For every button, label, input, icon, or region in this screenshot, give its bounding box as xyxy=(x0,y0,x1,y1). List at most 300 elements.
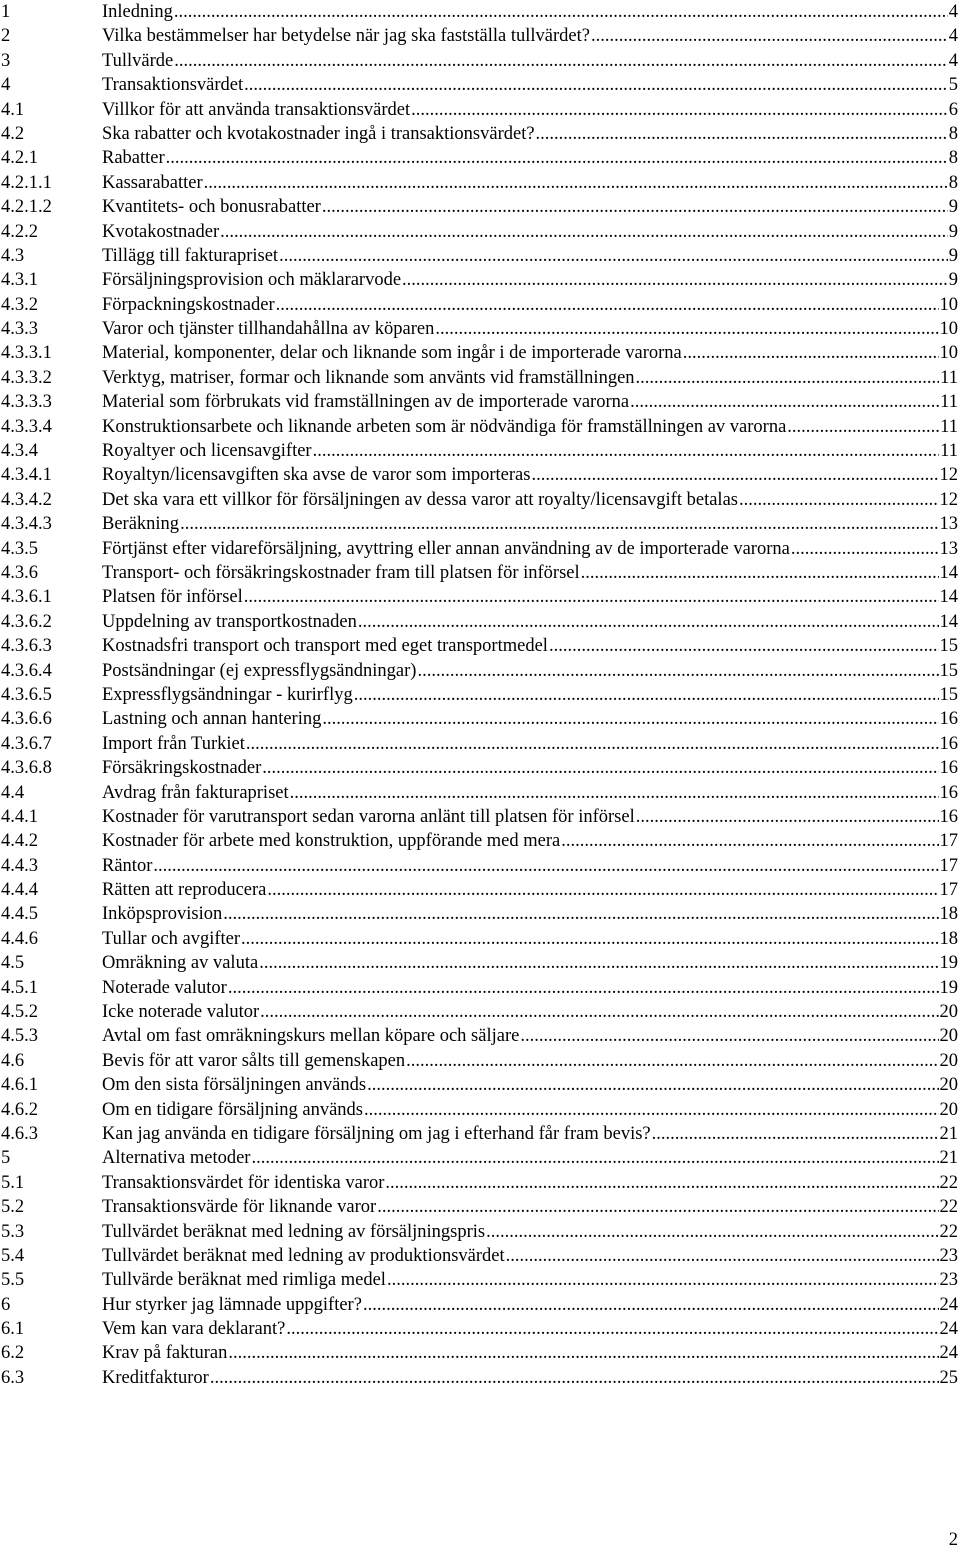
toc-entry[interactable] xyxy=(0,781,960,805)
toc-entry-title: Transaktionsvärdet xyxy=(102,75,244,96)
toc-entry-body xyxy=(102,927,958,951)
toc-entry-number: 4.3.1 xyxy=(1,270,38,291)
toc-entry[interactable] xyxy=(0,976,960,1000)
toc-dot-leader xyxy=(322,707,938,731)
toc-entry-body xyxy=(102,878,958,902)
toc-entry-page: 8 xyxy=(948,123,958,144)
toc-entry-page: 4 xyxy=(948,2,958,22)
toc-entry-number: 4.5.1 xyxy=(1,977,38,998)
toc-entry-page: 24 xyxy=(939,1343,958,1364)
toc-dot-leader xyxy=(377,1195,938,1219)
toc-entry-page: 24 xyxy=(939,1294,958,1315)
toc-entry[interactable] xyxy=(0,146,960,170)
toc-entry-body xyxy=(102,1049,958,1073)
toc-entry-number: 4.3.3.2 xyxy=(1,367,52,388)
toc-entry-number: 4.3.4.3 xyxy=(1,514,52,535)
toc-entry[interactable] xyxy=(0,902,960,926)
toc-entry-page: 24 xyxy=(939,1319,958,1340)
toc-entry-number: 4.3.6.5 xyxy=(1,684,52,705)
toc-dot-leader xyxy=(244,73,948,97)
toc-entry-body xyxy=(102,171,958,195)
toc-entry-number: 4.2.1 xyxy=(1,148,38,169)
toc-entry[interactable] xyxy=(0,122,960,146)
toc-entry[interactable] xyxy=(0,1366,960,1390)
toc-entry-title: Vilka bestämmelser har betydelse när jag ska fastställa tullvärdet? xyxy=(102,26,590,47)
toc-entry-number: 4.5.2 xyxy=(1,1002,38,1023)
toc-dot-leader xyxy=(260,1000,938,1024)
toc-entry[interactable] xyxy=(0,805,960,829)
toc-dot-leader xyxy=(220,220,948,244)
toc-entry-number: 2 xyxy=(1,26,11,47)
toc-dot-leader xyxy=(402,268,948,292)
toc-entry-title: Omräkning av valuta xyxy=(102,953,259,974)
toc-entry[interactable] xyxy=(0,439,960,463)
toc-entry-page: 4 xyxy=(948,50,958,71)
toc-entry-body xyxy=(102,1220,958,1244)
toc-entry[interactable] xyxy=(0,1220,960,1244)
toc-entry-page: 17 xyxy=(939,880,958,901)
toc-entry-body xyxy=(102,24,958,48)
toc-dot-leader xyxy=(435,317,938,341)
toc-entry-page: 8 xyxy=(948,148,958,169)
toc-entry[interactable] xyxy=(0,854,960,878)
toc-entry[interactable] xyxy=(0,220,960,244)
toc-entry-page: 25 xyxy=(939,1367,958,1388)
toc-entry-body xyxy=(102,683,958,707)
toc-entry-number: 5.3 xyxy=(1,1221,25,1242)
toc-entry-title: Varor och tjänster tillhandahållna av köparen xyxy=(102,319,435,340)
toc-entry-number: 4 xyxy=(1,75,11,96)
toc-entry[interactable] xyxy=(0,463,960,487)
toc-dot-leader xyxy=(486,1220,938,1244)
toc-entry-title: Vem kan vara deklarant? xyxy=(102,1319,286,1340)
toc-dot-leader xyxy=(536,122,948,146)
toc-entry-title: Kan jag använda en tidigare försäljning om jag i efterhand får fram bevis? xyxy=(102,1123,651,1144)
toc-entry-body xyxy=(102,976,958,1000)
toc-entry-page: 9 xyxy=(948,270,958,291)
toc-entry-body xyxy=(102,244,958,268)
toc-entry[interactable] xyxy=(0,98,960,122)
toc-entry-number: 4.3.4 xyxy=(1,441,38,462)
toc-entry-page: 11 xyxy=(940,416,958,437)
toc-entry-number: 4.3.6.8 xyxy=(1,758,52,779)
toc-entry-title: Rabatter xyxy=(102,148,165,169)
toc-dot-leader xyxy=(267,878,938,902)
toc-entry-title: Hur styrker jag lämnade uppgifter? xyxy=(102,1294,362,1315)
toc-dot-leader xyxy=(364,1098,939,1122)
toc-entry-page: 17 xyxy=(939,855,958,876)
toc-entry-title: Det ska vara ett villkor för försäljningen av dessa varor att royalty/licensavgift betalas xyxy=(102,489,738,510)
toc-entry[interactable] xyxy=(0,293,960,317)
toc-entry-title: Förtjänst efter vidareförsäljning, avyttring eller annan användning av de importerade varorna xyxy=(102,538,790,559)
toc-entry-page: 6 xyxy=(948,99,958,120)
toc-entry-page: 23 xyxy=(939,1245,958,1266)
toc-entry-page: 14 xyxy=(939,562,958,583)
toc-entry-body xyxy=(102,1195,958,1219)
toc-entry-title: Förpackningskostnader xyxy=(102,294,275,315)
toc-entry[interactable] xyxy=(0,537,960,561)
toc-entry-number: 4.3.3 xyxy=(1,319,38,340)
toc-entry[interactable] xyxy=(0,683,960,707)
toc-entry-number: 6.3 xyxy=(1,1367,25,1388)
toc-entry-page: 16 xyxy=(939,709,958,730)
toc-entry-number: 3 xyxy=(1,50,11,71)
toc-dot-leader xyxy=(279,244,948,268)
toc-entry-body xyxy=(102,463,958,487)
toc-entry-body xyxy=(102,220,958,244)
toc-entry-body xyxy=(102,659,958,683)
toc-dot-leader xyxy=(531,463,938,487)
toc-dot-leader xyxy=(259,951,938,975)
toc-entry-title: Inledning xyxy=(102,2,173,22)
toc-entry[interactable] xyxy=(0,366,960,390)
toc-entry-body xyxy=(102,146,958,170)
toc-entry[interactable] xyxy=(0,415,960,439)
toc-entry-title: Tullvärdet beräknat med ledning av försäljningspris xyxy=(102,1221,486,1242)
toc-dot-leader xyxy=(262,756,938,780)
toc-entry-page: 20 xyxy=(939,1002,958,1023)
toc-entry[interactable] xyxy=(0,1122,960,1146)
toc-dot-leader xyxy=(387,1268,939,1292)
toc-entry-body xyxy=(102,488,958,512)
toc-dot-leader xyxy=(406,1049,938,1073)
toc-dot-leader xyxy=(204,171,948,195)
toc-entry[interactable] xyxy=(0,512,960,536)
toc-entry-number: 6.1 xyxy=(1,1319,25,1340)
toc-entry-number: 4.4.3 xyxy=(1,855,38,876)
toc-entry-title: Krav på fakturan xyxy=(102,1343,228,1364)
toc-entry-number: 4.3.3.3 xyxy=(1,392,52,413)
toc-entry-page: 11 xyxy=(940,392,958,413)
toc-dot-leader xyxy=(636,805,939,829)
toc-dot-leader xyxy=(506,1244,939,1268)
toc-entry-title: Försäkringskostnader xyxy=(102,758,262,779)
toc-entry-title: Alternativa metoder xyxy=(102,1148,251,1169)
toc-entry-body xyxy=(102,390,958,414)
toc-entry[interactable] xyxy=(0,732,960,756)
toc-entry-page: 13 xyxy=(939,538,958,559)
toc-entry-number: 4.4 xyxy=(1,782,25,803)
toc-entry-body xyxy=(102,73,958,97)
toc-entry-title: Tullvärde beräknat med rimliga medel xyxy=(102,1270,386,1291)
toc-entry[interactable] xyxy=(0,341,960,365)
toc-dot-leader xyxy=(322,195,948,219)
toc-entry-page: 10 xyxy=(939,294,958,315)
toc-entry-page: 10 xyxy=(939,343,958,364)
toc-entry[interactable] xyxy=(0,317,960,341)
toc-entry-body xyxy=(102,49,958,73)
toc-entry-number: 4.3.6.7 xyxy=(1,733,52,754)
toc-entry-page: 20 xyxy=(939,1050,958,1071)
toc-entry-title: Tullvärde xyxy=(102,50,174,71)
toc-entry-body xyxy=(102,1122,958,1146)
toc-entry-page: 4 xyxy=(948,26,958,47)
toc-entry-number: 4.1 xyxy=(1,99,25,120)
page-number: 2 xyxy=(948,1530,958,1550)
toc-entry-number: 4.3.2 xyxy=(1,294,38,315)
toc-dot-leader xyxy=(251,1146,938,1170)
toc-entry-title: Räntor xyxy=(102,855,153,876)
toc-entry[interactable] xyxy=(0,585,960,609)
toc-dot-leader xyxy=(591,24,948,48)
toc-entry-body xyxy=(102,1024,958,1048)
toc-dot-leader xyxy=(290,781,939,805)
toc-entry-page: 8 xyxy=(948,172,958,193)
toc-entry-body xyxy=(102,1366,958,1390)
toc-entry-body xyxy=(102,537,958,561)
toc-entry-title: Kostnadsfri transport och transport med eget transportmedel xyxy=(102,636,548,657)
toc-entry-page: 5 xyxy=(948,75,958,96)
toc-dot-leader xyxy=(174,49,947,73)
toc-entry[interactable] xyxy=(0,1317,960,1341)
toc-entry-number: 4.5.3 xyxy=(1,1026,38,1047)
toc-entry-title: Rätten att reproducera xyxy=(102,880,267,901)
toc-entry[interactable] xyxy=(0,561,960,585)
toc-entry-title: Tullvärdet beräknat med ledning av produktionsvärdet xyxy=(102,1245,505,1266)
toc-entry-body xyxy=(102,805,958,829)
toc-entry-page: 21 xyxy=(939,1148,958,1169)
toc-entry-body xyxy=(102,1244,958,1268)
toc-entry-body xyxy=(102,1073,958,1097)
toc-entry[interactable] xyxy=(0,1073,960,1097)
toc-entry-title: Avtal om fast omräkningskurs mellan köpare och säljare xyxy=(102,1026,520,1047)
toc-entry[interactable] xyxy=(0,49,960,73)
toc-entry-body xyxy=(102,366,958,390)
toc-entry[interactable] xyxy=(0,390,960,414)
toc-entry-page: 11 xyxy=(940,441,958,462)
toc-dot-leader xyxy=(411,98,948,122)
toc-entry-body xyxy=(102,98,958,122)
toc-entry-page: 14 xyxy=(939,611,958,632)
toc-entry-title: Tullar och avgifter xyxy=(102,928,241,949)
toc-entry-title: Villkor för att använda transaktionsvärdet xyxy=(102,99,411,120)
toc-dot-leader xyxy=(354,683,939,707)
toc-entry-title: Inköpsprovision xyxy=(102,904,223,925)
toc-entry-number: 5.5 xyxy=(1,1270,25,1291)
toc-entry[interactable] xyxy=(0,1195,960,1219)
toc-entry-title: Konstruktionsarbete och liknande arbeten som är nödvändiga för framställningen av varorna xyxy=(102,416,787,437)
toc-dot-leader xyxy=(313,439,940,463)
toc-entry[interactable] xyxy=(0,1171,960,1195)
toc-entry-page: 15 xyxy=(939,660,958,681)
toc-entry[interactable] xyxy=(0,1146,960,1170)
toc-entry-page: 11 xyxy=(940,367,958,388)
toc-entry-title: Noterade valutor xyxy=(102,977,227,998)
toc-entry-title: Icke noterade valutor xyxy=(102,1002,260,1023)
toc-entry-number: 4.3.6 xyxy=(1,562,38,583)
toc-entry-number: 4.3.6.1 xyxy=(1,587,52,608)
toc-entry[interactable] xyxy=(0,878,960,902)
toc-entry-number: 4.6.2 xyxy=(1,1099,38,1120)
toc-entry-number: 5 xyxy=(1,1148,11,1169)
toc-entry-page: 9 xyxy=(948,245,958,266)
toc-dot-leader xyxy=(286,1317,938,1341)
toc-entry-body xyxy=(102,1171,958,1195)
toc-entry-title: Försäljningsprovision och mäklararvode xyxy=(102,270,402,291)
toc-entry[interactable] xyxy=(0,1293,960,1317)
toc-dot-leader xyxy=(210,1366,939,1390)
toc-entry[interactable] xyxy=(0,1244,960,1268)
toc-entry-body xyxy=(102,707,958,731)
toc-entry-body xyxy=(102,902,958,926)
toc-entry-number: 4.3.6.2 xyxy=(1,611,52,632)
toc-entry-title: Royaltyer och licensavgifter xyxy=(102,441,312,462)
toc-entry-body xyxy=(102,1341,958,1365)
toc-entry[interactable] xyxy=(0,1098,960,1122)
toc-dot-leader xyxy=(385,1171,938,1195)
toc-dot-leader xyxy=(223,902,938,926)
toc-entry-number: 4.4.4 xyxy=(1,880,38,901)
toc-entry-title: Transaktionsvärde för liknande varor xyxy=(102,1197,377,1218)
toc-entry[interactable] xyxy=(0,1000,960,1024)
toc-entry-body xyxy=(102,756,958,780)
toc-entry-number: 4.3.6.4 xyxy=(1,660,52,681)
toc-entry-page: 10 xyxy=(939,319,958,340)
toc-entry[interactable] xyxy=(0,244,960,268)
toc-entry-number: 6.2 xyxy=(1,1343,25,1364)
toc-dot-leader xyxy=(246,732,939,756)
toc-entry[interactable] xyxy=(0,634,960,658)
toc-entry-page: 19 xyxy=(939,953,958,974)
toc-dot-leader xyxy=(739,488,939,512)
toc-dot-leader xyxy=(174,0,948,24)
toc-entry-number: 5.4 xyxy=(1,1245,25,1266)
toc-entry-body xyxy=(102,610,958,634)
toc-entry[interactable] xyxy=(0,1049,960,1073)
toc-entry-number: 4.6 xyxy=(1,1050,25,1071)
toc-entry[interactable] xyxy=(0,829,960,853)
toc-entry-body xyxy=(102,561,958,585)
toc-entry-body xyxy=(102,293,958,317)
toc-dot-leader xyxy=(549,634,939,658)
toc-entry-page: 20 xyxy=(939,1099,958,1120)
toc-dot-leader xyxy=(581,561,939,585)
toc-entry[interactable] xyxy=(0,0,960,24)
toc-entry-title: Platsen för införsel xyxy=(102,587,243,608)
toc-entry[interactable] xyxy=(0,268,960,292)
toc-entry-page: 17 xyxy=(939,831,958,852)
toc-entry-title: Kostnader för arbete med konstruktion, uppförande med mera xyxy=(102,831,561,852)
toc-dot-leader xyxy=(166,146,948,170)
toc-dot-leader xyxy=(363,1293,939,1317)
toc-dot-leader xyxy=(791,537,939,561)
toc-entry-body xyxy=(102,317,958,341)
toc-entry-number: 4.3.3.1 xyxy=(1,343,52,364)
toc-entry-title: Postsändningar (ej expressflygsändningar) xyxy=(102,660,417,681)
toc-entry[interactable] xyxy=(0,707,960,731)
toc-entry[interactable] xyxy=(0,756,960,780)
toc-dot-leader xyxy=(180,512,938,536)
toc-dot-leader xyxy=(520,1024,938,1048)
toc-entry-number: 4.3 xyxy=(1,245,25,266)
toc-entry-body xyxy=(102,1317,958,1341)
toc-dot-leader xyxy=(228,976,939,1000)
toc-dot-leader xyxy=(561,829,938,853)
toc-entry-number: 4.2.2 xyxy=(1,221,38,242)
toc-entry-body xyxy=(102,732,958,756)
toc-entry-page: 19 xyxy=(939,977,958,998)
toc-entry-title: Om en tidigare försäljning används xyxy=(102,1099,363,1120)
toc-entry-title: Beräkning xyxy=(102,514,180,535)
toc-entry-number: 4.4.6 xyxy=(1,928,38,949)
toc-entry-title: Bevis för att varor sålts till gemenskapen xyxy=(102,1050,406,1071)
toc-entry[interactable] xyxy=(0,1024,960,1048)
toc-entry-page: 22 xyxy=(939,1221,958,1242)
toc-dot-leader xyxy=(417,659,938,683)
toc-dot-leader xyxy=(241,927,938,951)
toc-entry-page: 15 xyxy=(939,684,958,705)
toc-entry-title: Uppdelning av transportkostnaden xyxy=(102,611,357,632)
toc-entry-number: 4.2.1.1 xyxy=(1,172,52,193)
toc-entry-body xyxy=(102,951,958,975)
toc-entry[interactable] xyxy=(0,610,960,634)
toc-entry-title: Verktyg, matriser, formar och liknande som använts vid framställningen xyxy=(102,367,635,388)
toc-entry-body xyxy=(102,195,958,219)
toc-entry-title: Kvotakostnader xyxy=(102,221,220,242)
toc-entry-body xyxy=(102,415,958,439)
toc-entry-number: 5.1 xyxy=(1,1172,25,1193)
toc-entry-number: 4.3.4.2 xyxy=(1,489,52,510)
toc-entry[interactable] xyxy=(0,951,960,975)
toc-entry-title: Kvantitets- och bonusrabatter xyxy=(102,197,321,218)
toc-entry-body xyxy=(102,1098,958,1122)
toc-entry-title: Material, komponenter, delar och liknande som ingår i de importerade varorna xyxy=(102,343,682,364)
toc-entry-page: 23 xyxy=(939,1270,958,1291)
toc-entry-title: Ska rabatter och kvotakostnader ingå i transaktionsvärdet? xyxy=(102,123,535,144)
toc-dot-leader xyxy=(652,1122,939,1146)
toc-entry-title: Expressflygsändningar - kurirflyg xyxy=(102,684,353,705)
toc-entry-number: 4.3.4.1 xyxy=(1,465,52,486)
toc-entry-page: 9 xyxy=(948,197,958,218)
toc-entry-title: Import från Turkiet xyxy=(102,733,245,754)
toc-entry-number: 4.3.3.4 xyxy=(1,416,52,437)
toc-entry-page: 18 xyxy=(939,904,958,925)
toc-entry-page: 15 xyxy=(939,636,958,657)
toc-entry-title: Transaktionsvärdet för identiska varor xyxy=(102,1172,385,1193)
toc-entry[interactable] xyxy=(0,24,960,48)
toc-dot-leader xyxy=(683,341,939,365)
toc-entry-title: Transport- och försäkringskostnader fram till platsen för införsel xyxy=(102,562,580,583)
toc-entry-page: 9 xyxy=(948,221,958,242)
toc-dot-leader xyxy=(787,415,939,439)
toc-entry-number: 4.6.1 xyxy=(1,1075,38,1096)
toc-entry[interactable] xyxy=(0,927,960,951)
toc-dot-leader xyxy=(636,366,940,390)
toc-entry-number: 6 xyxy=(1,1294,11,1315)
toc-entry-title: Tillägg till fakturapriset xyxy=(102,245,279,266)
toc-entry-number: 4.6.3 xyxy=(1,1123,38,1144)
toc-entry[interactable] xyxy=(0,1268,960,1292)
toc-entry-body xyxy=(102,268,958,292)
toc-entry[interactable] xyxy=(0,659,960,683)
toc-entry-number: 4.2 xyxy=(1,123,25,144)
toc-entry-title: Kreditfakturor xyxy=(102,1367,209,1388)
toc-entry-title: Avdrag från fakturapriset xyxy=(102,782,289,803)
toc-entry-page: 21 xyxy=(939,1123,958,1144)
toc-entry[interactable] xyxy=(0,195,960,219)
toc-entry-body xyxy=(102,1146,958,1170)
toc-entry-page: 16 xyxy=(939,733,958,754)
toc-entry[interactable] xyxy=(0,488,960,512)
toc-entry[interactable] xyxy=(0,73,960,97)
toc-entry[interactable] xyxy=(0,1341,960,1365)
toc-entry[interactable] xyxy=(0,171,960,195)
toc-entry-body xyxy=(102,439,958,463)
toc-entry-body xyxy=(102,512,958,536)
toc-entry-number: 4.4.2 xyxy=(1,831,38,852)
toc-dot-leader xyxy=(153,854,938,878)
toc-entry-number: 4.5 xyxy=(1,953,25,974)
